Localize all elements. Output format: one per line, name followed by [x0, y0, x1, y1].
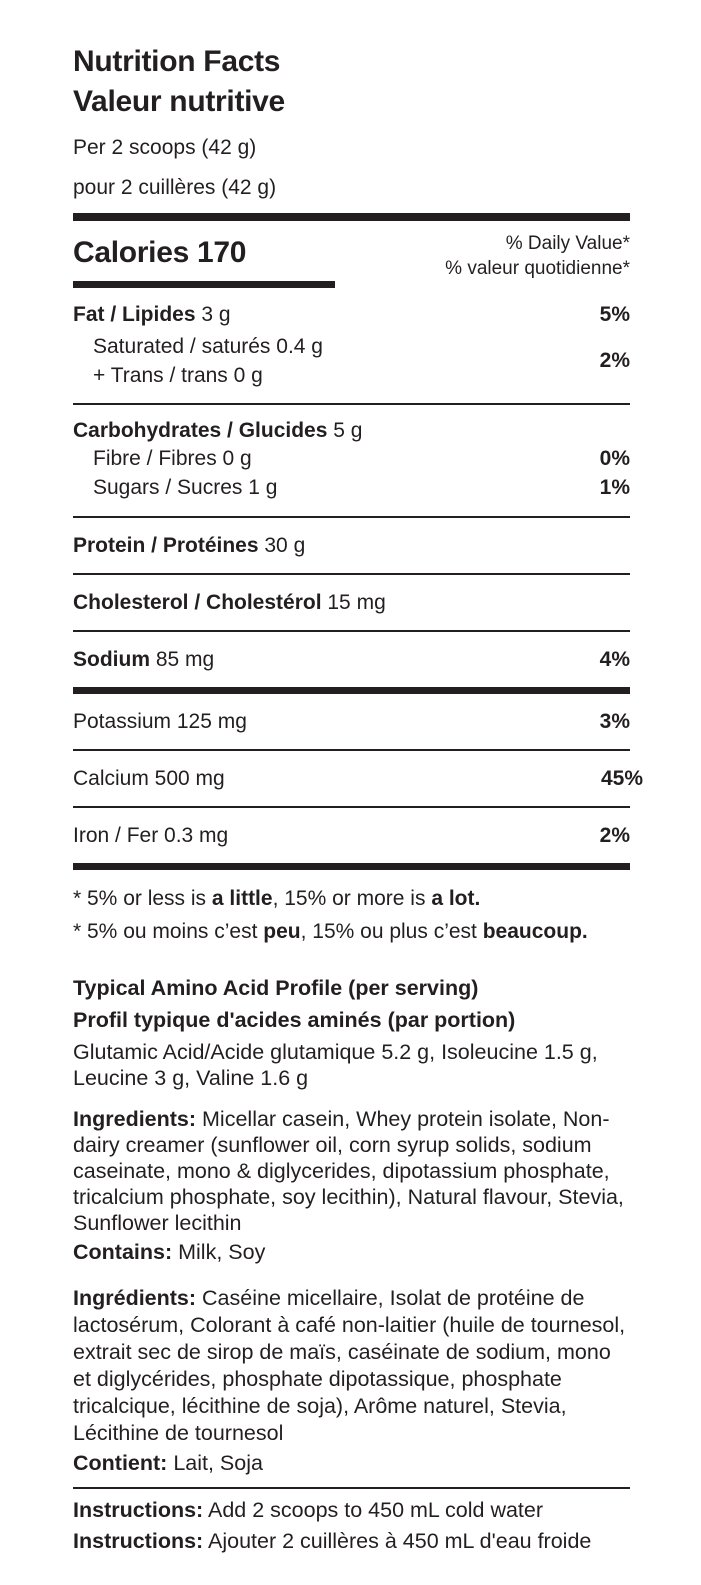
row-sodium — [73, 632, 630, 687]
divider-heavy-after-sodium — [73, 687, 630, 694]
sugars-percent: 1% — [599, 476, 630, 499]
saturated-trans-percent: 2% — [599, 349, 630, 372]
row-cholesterol — [73, 575, 630, 630]
iron-label: Iron / Fer 0.3 mg — [73, 824, 229, 847]
sodium-percent: 4% — [599, 648, 630, 671]
title-fr: Valeur nutritive — [73, 85, 285, 118]
footnote-fr: * 5% ou moins c’est peu, 15% ou plus c’est beaucoup. — [73, 920, 588, 943]
calories-underline — [73, 281, 335, 288]
carbohydrates-label: Carbohydrates / Glucides 5 g — [73, 419, 363, 442]
cholesterol-label: Cholesterol / Cholestérol 15 mg — [73, 591, 386, 614]
amino-title-en: Typical Amino Acid Profile (per serving) — [73, 976, 479, 1000]
fibre-label: Fibre / Fibres 0 g — [93, 447, 252, 470]
daily-value-footnotes — [73, 870, 630, 948]
divider-before-instructions — [73, 1487, 630, 1489]
divider-heavy-top — [73, 213, 630, 221]
title-en: Nutrition Facts — [73, 45, 281, 78]
sugars-label: Sugars / Sucres 1 g — [93, 476, 278, 499]
iron-percent: 2% — [599, 824, 630, 847]
divider-heavy-after-iron — [73, 863, 630, 870]
row-potassium — [73, 694, 630, 749]
row-sugars — [73, 473, 630, 502]
saturated-trans-group — [73, 327, 630, 403]
instructions-fr: Instructions: Ajouter 2 cuillères à 450 mL d'eau froide — [73, 1529, 592, 1553]
row-calcium — [73, 751, 643, 806]
ingredients-fr — [73, 1285, 630, 1477]
sodium-label: Sodium 85 mg — [73, 648, 215, 671]
nutrition-facts-label — [73, 42, 643, 1557]
fibre-percent: 0% — [599, 447, 630, 470]
saturated-trans-labels — [73, 332, 323, 390]
instructions-en: Instructions: Add 2 scoops to 450 mL cold water — [73, 1498, 544, 1522]
footnote-en: * 5% or less is a little, 15% or more is a lot. — [73, 887, 481, 910]
daily-value-header — [445, 227, 630, 281]
saturated-label: Saturated / saturés 0.4 g — [93, 335, 323, 358]
carbohydrates-section — [73, 405, 630, 516]
row-fibre — [73, 444, 630, 473]
contains-en: Contains: Milk, Soy — [73, 1240, 266, 1264]
row-protein — [73, 518, 630, 573]
fat-label: Fat / Lipides 3 g — [73, 303, 231, 326]
ingredients-en — [73, 1106, 630, 1265]
serving-size-en: Per 2 scoops (42 g) — [73, 136, 257, 159]
daily-value-header-fr: % valeur quotidienne* — [445, 258, 630, 279]
calcium-percent: 45% — [600, 767, 643, 790]
potassium-percent: 3% — [599, 710, 630, 733]
protein-label: Protein / Protéines 30 g — [73, 534, 306, 557]
trans-label: + Trans / trans 0 g — [93, 364, 263, 387]
row-iron — [73, 808, 630, 863]
amino-acid-profile — [73, 972, 630, 1091]
potassium-label: Potassium 125 mg — [73, 710, 247, 733]
amino-title-fr: Profil typique d'acides aminés (par portion) — [73, 1008, 516, 1032]
daily-value-header-en: % Daily Value* — [505, 233, 630, 254]
fat-percent: 5% — [599, 303, 630, 326]
calories-value: Calories 170 — [73, 236, 247, 269]
calcium-label: Calcium 500 mg — [73, 767, 225, 790]
serving-size-fr: pour 2 cuillères (42 g) — [73, 176, 277, 199]
calories-header — [73, 221, 630, 281]
instructions — [73, 1495, 630, 1557]
serving-block — [73, 128, 630, 208]
ingredients-fr-text: Ingrédients: Caséine micellaire, Isolat de protéine de lactosérum, Colorant à café non-laitier (huile de tournesol, extrait sec de sirop de maïs, caséinate de sodium, mono et diglycérides, phosphate dipotassique, phosphate tricalcique, lécithine de soja), Arôme naturel, Stevia, Lécithine de tournesol — [73, 1286, 626, 1445]
amino-values: Glutamic Acid/Acide glutamique 5.2 g, Isoleucine 1.5 g, Leucine 3 g, Valine 1.6 g — [73, 1040, 598, 1090]
row-carbohydrates — [73, 418, 630, 444]
contains-fr: Contient: Lait, Soja — [73, 1451, 263, 1475]
ingredients-en-text: Ingredients: Micellar casein, Whey protein isolate, Non-dairy creamer (sunflower oil, corn syrup solids, sodium caseinate, mono & diglycerides, dipotassium phosphate, tricalcium phosphate, soy lecithin), Natural flavour, Stevia, Sunflower lecithin — [73, 1107, 624, 1235]
row-fat — [73, 288, 630, 327]
